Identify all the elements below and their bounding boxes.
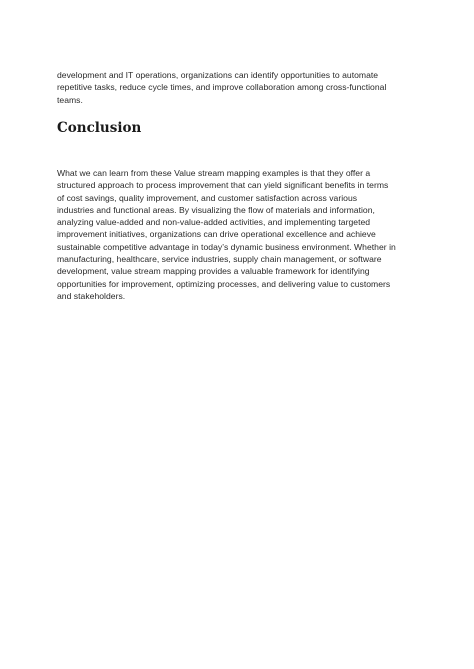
conclusion-heading: Conclusion: [57, 120, 142, 136]
text-line: and stakeholders.: [57, 290, 126, 301]
conclusion-paragraph: [57, 167, 427, 302]
text-line: improvement initiatives, organizations can drive operational excellence and achieve: [57, 229, 376, 240]
text-line: development and IT operations, organizations can identify opportunities to automate: [57, 70, 379, 80]
text-line: repetitive tasks, reduce cycle times, and improve collaboration among cross-functional: [57, 82, 387, 93]
text-line: structured approach to process improvement that can yield significant benefits in terms: [57, 180, 389, 191]
text-line: manufacturing, healthcare, service industries, supply chain management, or software: [57, 254, 382, 265]
text-line: teams.: [57, 94, 83, 105]
text-line: industries and functional areas. By visualizing the flow of materials and information,: [57, 204, 375, 215]
text-line: development, value stream mapping provides a valuable framework for identifying: [57, 266, 370, 277]
text-line: sustainable competitive advantage in today’s dynamic business environment. Whether in: [57, 241, 396, 252]
text-line: What we can learn from these Value stream mapping examples is that they offer a: [57, 168, 371, 178]
intro-paragraph: [57, 69, 427, 106]
text-line: analyzing value-added and non-value-added activities, and implementing targeted: [57, 217, 371, 228]
text-line: opportunities for improvement, optimizing processes, and delivering value to customers: [57, 278, 391, 289]
text-line: of cost savings, quality improvement, and customer satisfaction across various: [57, 192, 358, 203]
